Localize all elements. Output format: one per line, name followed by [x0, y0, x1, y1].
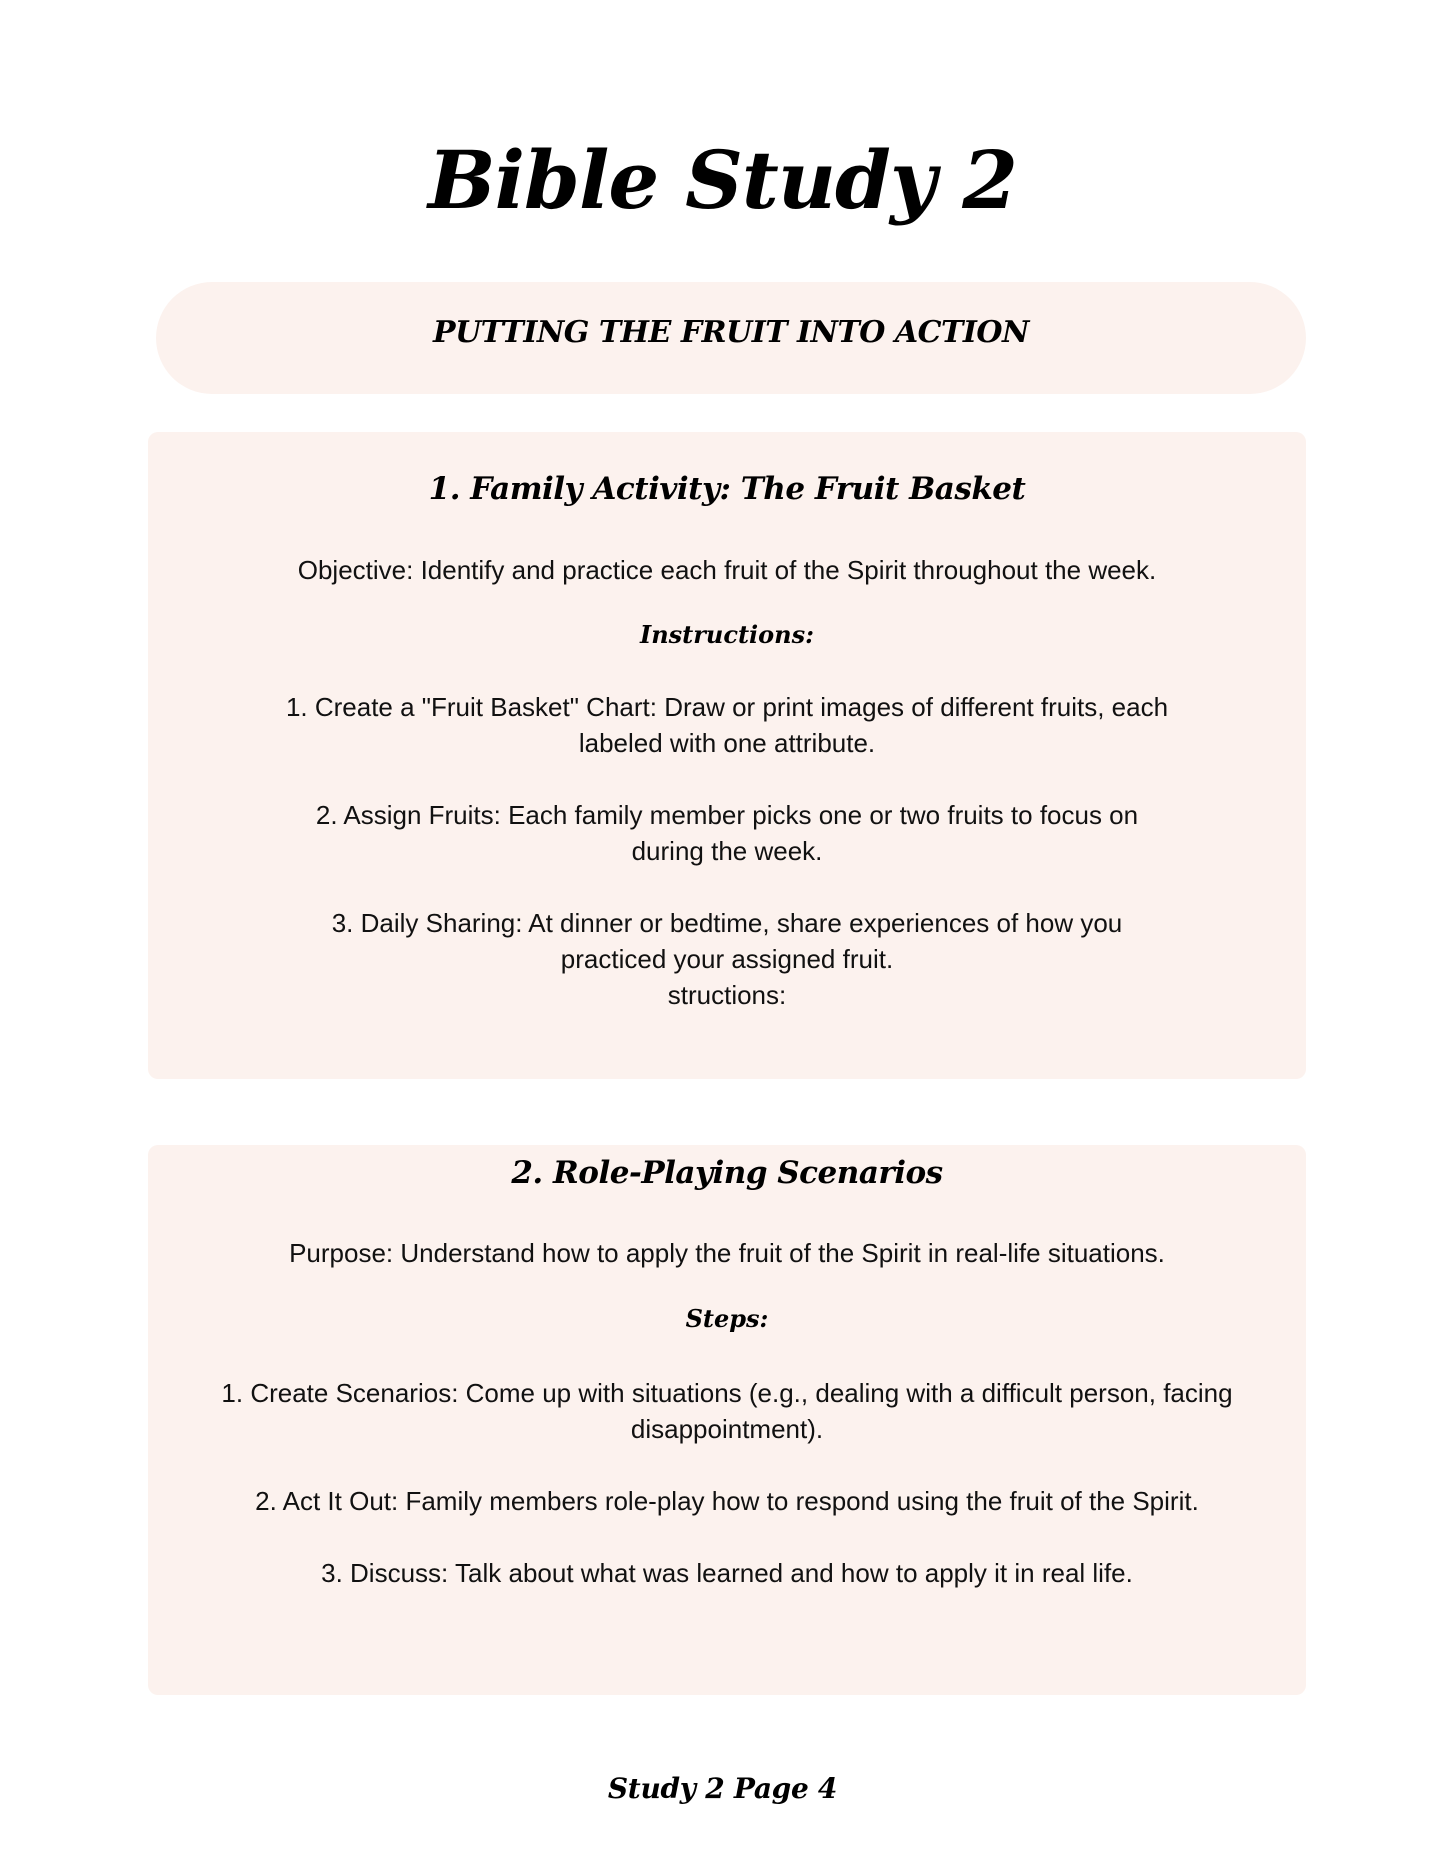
family-activity-card — [148, 432, 1306, 1079]
role-playing-heading: 2. Role-Playing Scenarios — [511, 1155, 943, 1191]
list-item: 1. Create a "Fruit Basket" Chart: Draw or print images of different fruits, each labeled with one attribute. — [285, 692, 1169, 759]
family-activity-heading: 1. Family Activity: The Fruit Basket — [428, 471, 1026, 507]
role-playing-card — [148, 1145, 1306, 1695]
page-title: Bible Study 2 — [428, 133, 1017, 227]
list-item: 2. Assign Fruits: Each family member picks one or two fruits to focus on during the week. — [315, 800, 1139, 867]
purpose-text: Purpose: Understand how to apply the fruit of the Spirit in real-life situations. — [289, 1238, 1165, 1269]
instructions-heading: Instructions: — [639, 620, 814, 650]
instructions-list — [148, 689, 1306, 977]
trailing-text: structions: — [667, 980, 787, 1011]
list-item: 3. Daily Sharing: At dinner or bedtime, share experiences of how you practiced your assigned fruit. — [331, 908, 1123, 975]
steps-heading: Steps: — [685, 1304, 769, 1334]
list-item: 1. Create Scenarios: Come up with situations (e.g., dealing with a difficult person, facing disappointment). — [221, 1378, 1233, 1445]
subtitle-banner — [156, 282, 1306, 394]
list-item: 2. Act It Out: Family members role-play how to respond using the fruit of the Spirit. — [255, 1486, 1199, 1517]
steps-list — [148, 1375, 1306, 1591]
list-item: 3. Discuss: Talk about what was learned and how to apply it in real life. — [321, 1558, 1133, 1589]
page-footer: Study 2 Page 4 — [607, 1772, 838, 1805]
subtitle-text: PUTTING THE FRUIT INTO ACTION — [433, 314, 1029, 350]
objective-text: Objective: Identify and practice each fruit of the Spirit throughout the week. — [297, 555, 1157, 586]
